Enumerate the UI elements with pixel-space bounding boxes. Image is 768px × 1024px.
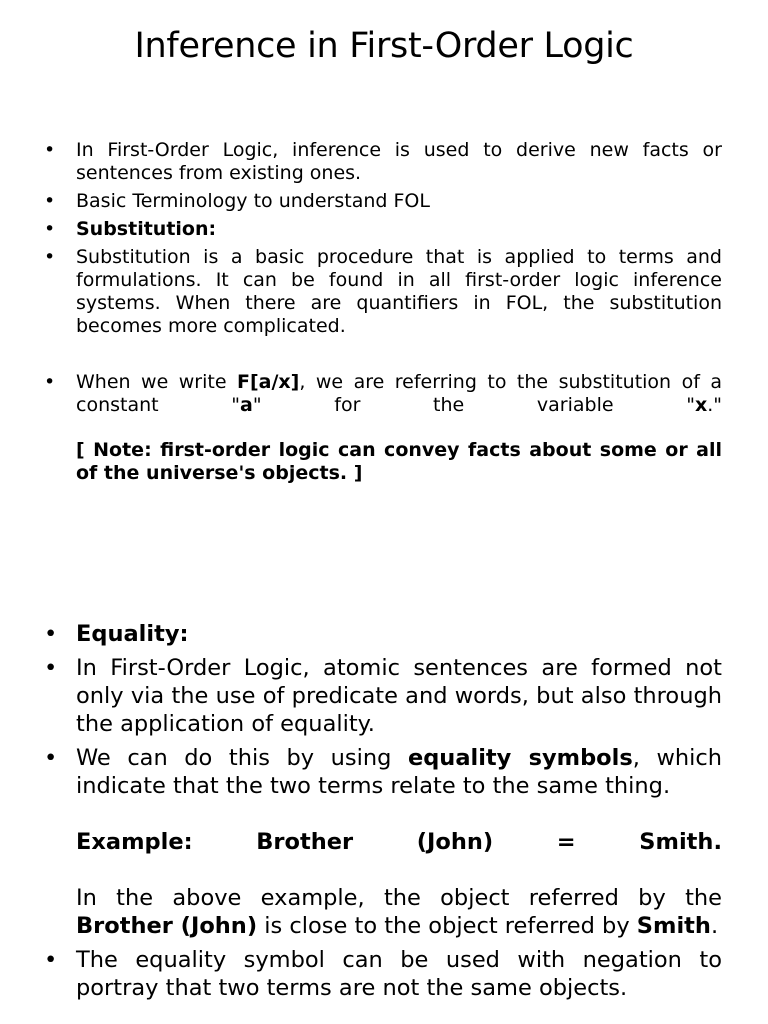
heading-substitution: Substitution: [76,218,217,240]
list-item: • Substitution is a basic procedure that is applied to terms and formulations. It can be found in all first-order logic inference systems. When there are quantifiers in FOL, the substitution becomes more complicated. [40,246,722,338]
text: is close to the object referred by [257,913,637,939]
text: We can do this by using [76,745,408,771]
section-substitution [40,134,722,485]
text: , we are referring to the substitution of a constant " [76,371,722,416]
note-text: [ Note: first-order logic can convey facts about some or all of the universe's objects. ] [76,439,722,484]
constant: a [240,394,253,416]
heading-equality: Equality: [76,621,189,647]
emphasis: Brother (John) [76,913,258,939]
text: , which indicate that the two terms relate to the same thing. [76,745,722,799]
example-text: Example: Brother (John) = Smith. [76,829,722,855]
list-item: • The equality symbol can be used with negation to portray that two terms are not the same objects. [40,946,722,1002]
emphasis: Smith [636,913,711,939]
list-item: • Basic Terminology to understand FOL [40,190,722,213]
variable: x [694,394,708,416]
text: ." [707,394,723,416]
list-item: • In First-Order Logic, atomic sentences are formed not only via the use of predicate and words, but also through the application of equality. [40,654,722,738]
text: " for the variable " [252,394,695,416]
formula: F[a/x] [236,371,300,393]
example [40,828,722,856]
note [40,439,722,485]
list-item [40,620,722,648]
list-item: • In First-Order Logic, inference is used to derive new facts or sentences from existing ones. [40,139,722,185]
list-item [40,218,722,241]
list-item [40,371,722,417]
section-equality [40,614,722,1002]
text: In the above example, the object referred by the [76,885,722,911]
text: . [710,913,719,939]
text: When we write [76,371,237,393]
emphasis: equality symbols [407,745,633,771]
explanation [40,884,722,940]
page-title: Inference in First-Order Logic [134,26,634,66]
list-item [40,744,722,800]
